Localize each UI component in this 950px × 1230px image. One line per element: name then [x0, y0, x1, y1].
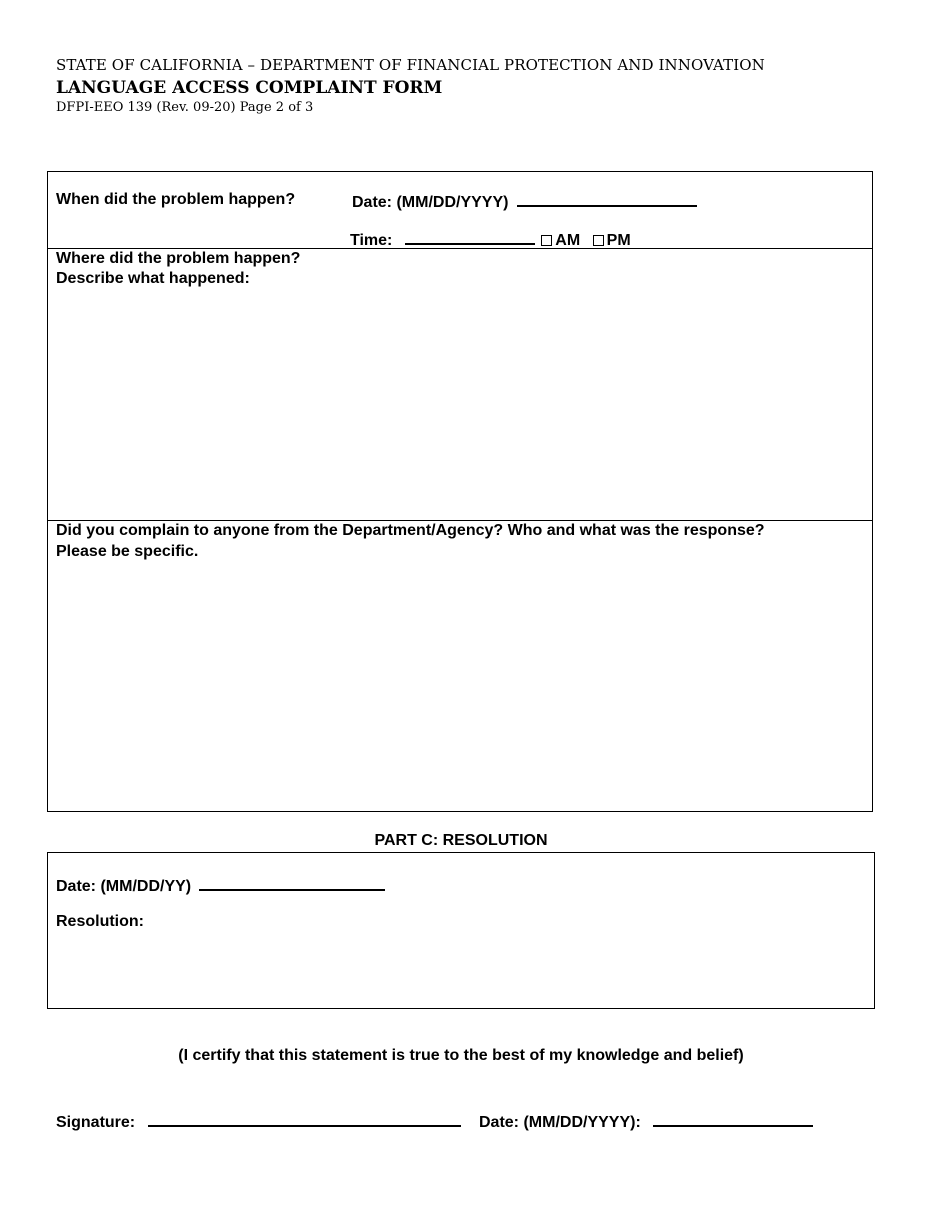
- signature-date-field[interactable]: [479, 1111, 813, 1132]
- resolution-date-label: Date: (MM/DD/YY): [56, 878, 192, 895]
- resolution-date-field[interactable]: [56, 875, 385, 896]
- when-label: When did the problem happen?: [56, 191, 296, 208]
- am-label: AM: [555, 232, 581, 249]
- incident-time-label: Time:: [350, 232, 393, 249]
- incident-time-field[interactable]: [350, 229, 631, 250]
- signature-label: Signature:: [56, 1114, 136, 1131]
- incident-date-line[interactable]: [517, 191, 697, 207]
- form-title: LANGUAGE ACCESS COMPLAINT FORM: [56, 78, 443, 98]
- complaint-response-area[interactable]: [56, 566, 864, 806]
- resolution-label: Resolution:: [56, 913, 144, 930]
- resolution-area[interactable]: [56, 936, 864, 1002]
- signature-date-label: Date: (MM/DD/YYYY):: [479, 1114, 641, 1131]
- signature-line[interactable]: [148, 1111, 461, 1127]
- description-area[interactable]: [56, 292, 864, 514]
- incident-date-field[interactable]: [352, 191, 697, 212]
- agency-name: STATE OF CALIFORNIA – DEPARTMENT OF FINANCIAL PROTECTION AND INNOVATION: [56, 56, 765, 74]
- signature-field[interactable]: [56, 1111, 461, 1132]
- specific-label: Please be specific.: [56, 543, 199, 560]
- describe-label: Describe what happened:: [56, 270, 250, 287]
- pm-checkbox[interactable]: [593, 235, 604, 246]
- part-c-title: PART C: RESOLUTION: [374, 832, 548, 849]
- incident-date-label: Date: (MM/DD/YYYY): [352, 194, 509, 211]
- resolution-date-line[interactable]: [199, 875, 385, 891]
- form-number: DFPI-EEO 139 (Rev. 09-20) Page 2 of 3: [56, 100, 314, 115]
- signature-date-line[interactable]: [653, 1111, 813, 1127]
- incident-time-line[interactable]: [405, 229, 535, 245]
- complain-label: Did you complain to anyone from the Department/Agency? Who and what was the response?: [56, 522, 765, 539]
- am-checkbox[interactable]: [541, 235, 552, 246]
- where-label: Where did the problem happen?: [56, 250, 301, 267]
- certification-statement: (I certify that this statement is true to the best of my knowledge and belief): [178, 1047, 744, 1064]
- pm-label: PM: [606, 232, 631, 249]
- divider: [47, 520, 873, 521]
